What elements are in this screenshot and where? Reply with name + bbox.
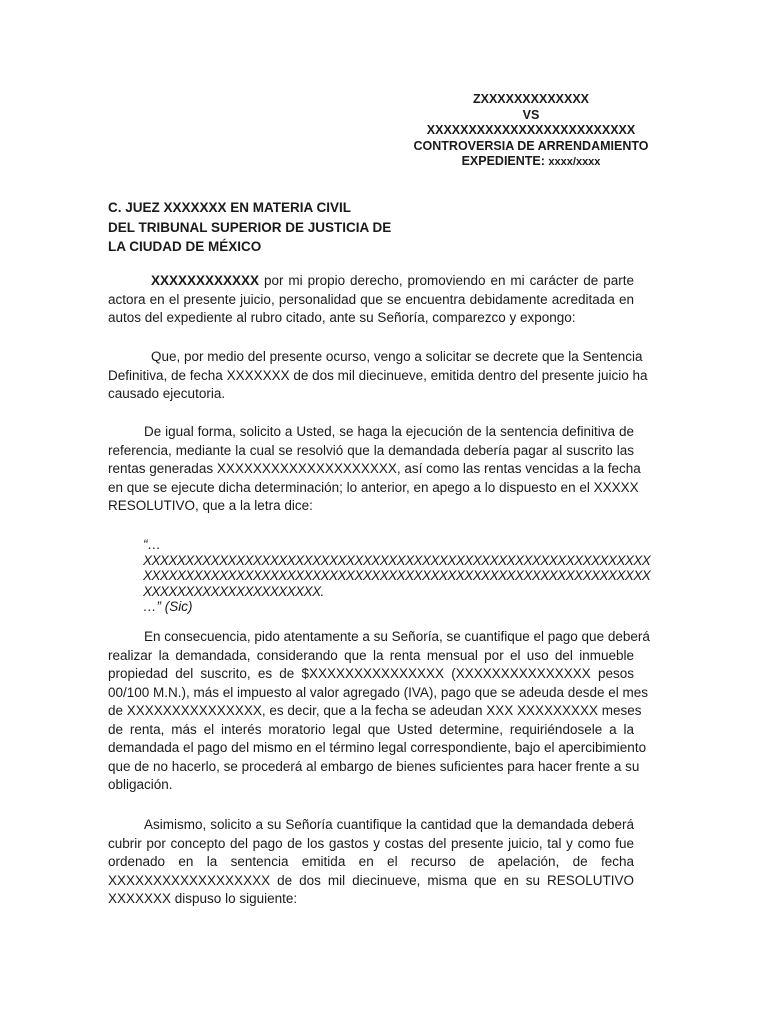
quote-open: “… [143, 537, 161, 552]
paragraph-line: propiedad del suscrito, es de $XXXXXXXXXXXXXXX (XXXXXXXXXXXXXXX pesos [108, 666, 634, 681]
quote-close: …” (Sic) [143, 599, 193, 614]
file-line [395, 154, 667, 171]
addressee-line-1: C. JUEZ XXXXXXX EN MATERIA CIVIL [108, 200, 352, 215]
paragraph-line: de XXXXXXXXXXXXXXX, es decir, que a la fecha se adeudan XXX XXXXXXXXX meses [108, 703, 642, 718]
paragraph-line: 00/100 M.N.), más el impuesto al valor agregado (IVA), pago que se adeuda desde el mes [108, 684, 649, 700]
paragraph-line: rentas generadas XXXXXXXXXXXXXXXXXXXX, así como las rentas vencidas a la fecha [108, 461, 641, 476]
quote-line: XXXXXXXXXXXXXXXXXXXXX. [143, 583, 324, 599]
case-caption [395, 92, 667, 171]
paragraph-line: XXXXXXXXXXXX por mi propio derecho, promoviendo en mi carácter de parte [151, 273, 634, 288]
addressee-line-3: LA CIUDAD DE MÉXICO [108, 239, 262, 254]
quote-line: XXXXXXXXXXXXXXXXXXXXXXXXXXXXXXXXXXXXXXXXXXXXXXXXXXXXXXXXXXXX [143, 568, 651, 583]
defendant-party: XXXXXXXXXXXXXXXXXXXXXXXXX [426, 123, 636, 137]
paragraph-introduction [108, 272, 634, 328]
paragraph-request-ejecutoria [108, 348, 648, 404]
paragraph-line: realizar la demandada, considerando que la renta mensual por el uso del inmueble [108, 647, 634, 663]
paragraph-line: causado ejecutoria. [108, 386, 226, 401]
paragraph-line: XXXXXXXXXXXXXXXXXX de dos mil diecinueve, misma que en su RESOLUTIVO [108, 872, 634, 888]
paragraph-line: referencia, mediante la cual se resolvió que la demandada debería pagar al suscrito las [108, 442, 634, 458]
promoter-name: XXXXXXXXXXXX [151, 273, 260, 288]
addressee-block [108, 198, 648, 257]
paragraph-line: actora en el presente juicio, personalidad que se encuentra debidamente acreditada en [108, 291, 634, 307]
quote-line: XXXXXXXXXXXXXXXXXXXXXXXXXXXXXXXXXXXXXXXXXXXXXXXXXXXXXXXXXXXX [143, 552, 651, 568]
paragraph-line: cubrir por concepto del pago de los gastos y costas del presente juicio, tal y como fue [108, 835, 634, 851]
paragraph-line: Asimismo, solicito a su Señoría cuantifique la cantidad que la demandada deberá [144, 817, 634, 832]
paragraph-line: Que, por medio del presente ocurso, vengo a solicitar se decrete que la Sentencia [151, 349, 643, 364]
paragraph-line: de renta, más el interés moratorio legal que Usted determine, requiriéndosele a la [108, 721, 634, 737]
paragraph-line: RESOLUTIVO, que a la letra dice: [108, 498, 313, 513]
paragraph-line: Definitiva, de fecha XXXXXXX de dos mil diecinueve, emitida dentro del presente juicio ha [108, 367, 648, 383]
paragraph-line: autos del expediente al rubro citado, ante su Señoría, comparezco y expongo: [108, 310, 576, 325]
proceeding-type: CONTROVERSIA DE ARRENDAMIENTO [413, 138, 649, 153]
paragraph-line: obligación. [108, 777, 173, 792]
paragraph-line: En consecuencia, pido atentamente a su Señoría, se cuantifique el pago que deberá [144, 629, 650, 644]
versus-label: VS [522, 107, 540, 122]
addressee-line-2: DEL TRIBUNAL SUPERIOR DE JUSTICIA DE [108, 219, 392, 235]
paragraph-line: en que se ejecute dicha determinación; lo anterior, en apego a lo dispuesto en el XXXXX [108, 479, 639, 495]
paragraph-rent-quantification [108, 628, 650, 795]
paragraph-line: XXXXXXX dispuso lo siguiente: [108, 891, 298, 906]
paragraph-line: De igual forma, solicito a Usted, se haga la ejecución de la sentencia definitiva de [144, 424, 634, 439]
actor-party: ZXXXXXXXXXXXXX [472, 92, 590, 106]
paragraph-execution [108, 423, 641, 516]
quoted-resolutivo [143, 537, 651, 615]
paragraph-line: ordenado en la sentencia emitida en el recurso de apelación, de fecha [108, 854, 634, 869]
paragraph-line: demandada el pago del mismo en el término legal correspondiente, bajo el apercibimiento [108, 740, 647, 755]
file-number: xxxx/xxxx [548, 156, 601, 168]
paragraph-line: que de no hacerlo, se procederá al embargo de bienes suficientes para hacer frente a su [108, 758, 640, 774]
paragraph-costs [108, 816, 634, 909]
file-label: EXPEDIENTE: [461, 154, 545, 168]
